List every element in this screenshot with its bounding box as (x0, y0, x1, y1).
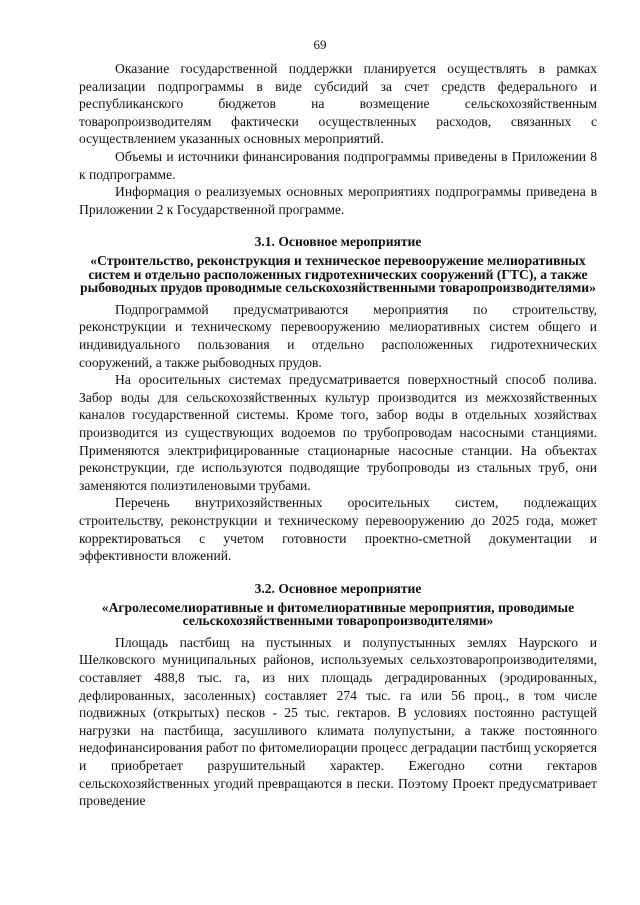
section-1-number: 3.1. Основное мероприятие (254, 234, 422, 250)
section-1-paragraph-2: На оросительных системах предусматривается поверхностный способ полива. Забор воды для сельскохозяйственных культур производится из межхозяйственных каналов государственной системы. Кроме того, забор воды в отдельных хозяйствах производится из существующих водоемов по трубопроводам насосными станциями. Применяются электрифицированные стационарные насосные станции. На объектах реконструкции, где используются подводящие трубопроводы из стальных труб, они заменяются полиэтиленовыми трубами. (79, 372, 597, 493)
intro-paragraph-3: Информация о реализуемых основных мероприятиях подпрограммы приведена в Приложении 2 к Государственной программе. (79, 184, 597, 217)
section-2-title: «Агролесомелиоративные и фитомелиоративные мероприятия, проводимые сельскохозяйственными товаропроизводителями» (101, 599, 575, 629)
section-2-paragraph-1: Площадь пастбищ на пустынных и полупустынных землях Наурского и Шелковского муниципальных районов, используемых сельхозтоваропроизводителями, составляет 488,8 тыс. га, из них площадь деградированных (эродированных, дефлированных, засоленных) составляет 274 тыс. га или 56 проц., в том числе подвижных (открытых) песков - 25 тыс. гектаров. В условиях постоянно растущей нагрузки на пастбища, засушливого климата полупустыни, а также постоянного недофинансирования работ по фитомелиорации процесс деградации пастбищ ускоряется и приобретает разрушительный характер. Ежегодно сотни гектаров сельскохозяйственных угодий превращаются в пески. Поэтому Проект предусматривает проведение (79, 634, 597, 809)
section-1-paragraph-3: Перечень внутрихозяйственных оросительных систем, подлежащих строительству, реконструкции и техническому перевооружению до 2025 года, может корректироваться с учетом готовности проектно-сметной документации и эффективности вложений. (79, 495, 597, 564)
section-1-title: «Строительство, реконструкция и техническое перевооружение мелиоративных систем и отдельно расположенных гидротехнических сооружений (ГТС), а также рыбоводных прудов проводимые сельскохозяйственными товаропроизводителями» (80, 253, 596, 296)
document-body (79, 60, 597, 810)
section-2-number: 3.2. Основное мероприятие (254, 580, 422, 596)
intro-paragraph-1: Оказание государственной поддержки планируется осуществлять в рамках реализации подпрограммы в виде субсидий за счет средств федерального и республиканского бюджетов на возмещение сельскохозяйственным товаропроизводителям фактически осуществленных расходов, связанных с осуществлением указанных основных мероприятий. (79, 61, 597, 147)
intro-paragraph-2: Объемы и источники финансирования подпрограммы приведены в Приложении 8 к подпрограмме. (79, 148, 597, 182)
page-number: 69 (313, 37, 327, 52)
section-1-paragraph-1: Подпрограммой предусматриваются мероприятия по строительству, реконструкции и техническому перевооружению мелиоративных систем общего и индивидуального пользования и отдельно расположенных гидротехнических сооружений, а также рыбоводных прудов. (79, 301, 597, 370)
